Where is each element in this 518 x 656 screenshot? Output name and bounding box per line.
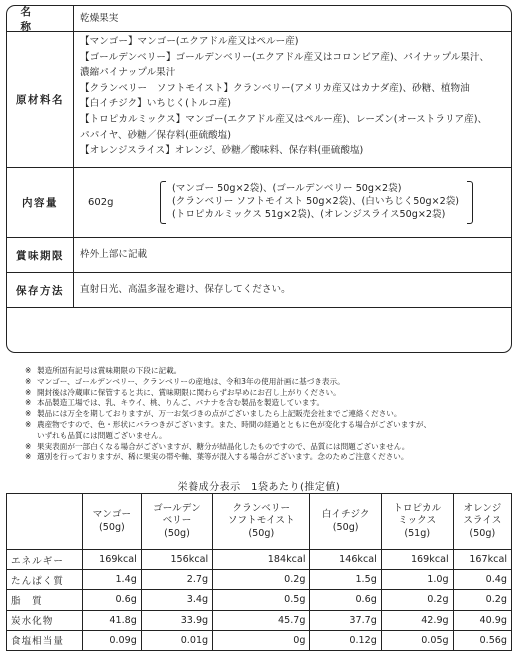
nutrition-cell: 146kcal (310, 550, 381, 570)
note-text: 果実表面が一部白くなる場合がございますが、糖分が結晶化したものですので、品質には問題ございません。 (37, 441, 410, 451)
ingredients-line: 【白イチジク】いちじく(トルコ産) (80, 98, 232, 110)
nutrition-column-header: 白イチジク (50g) (310, 494, 381, 550)
nutrition-cell: 0g (213, 630, 310, 650)
note-text: 農産物ですので、色・形状にバラつきがございます。また、時間の経過とともに色が変化する場合がございますが、 いずれも品質には問題ございません。 (37, 419, 432, 440)
nutrition-row-label: 脂 質 (7, 590, 83, 610)
note-item (25, 442, 505, 453)
nutrition-row-label: 炭水化物 (7, 610, 83, 630)
note-item (25, 409, 505, 420)
nutrition-cell: 0.6g (310, 590, 381, 610)
note-mark: ※ (25, 376, 32, 386)
note-text: マンゴー、ゴールデンベリー、クランベリーの産地は、令和3年の使用計画に基づき表示。 (37, 376, 345, 386)
name-row (7, 6, 511, 31)
quantity-breakdown (158, 183, 475, 221)
product-info-table (6, 5, 512, 353)
nutrition-row-carbohydrate (7, 610, 512, 630)
ingredients-line: 【オレンジスライス】オレンジ、砂糖／酸味料、保存料(亜硫酸塩) (80, 145, 364, 157)
nutrition-cell: 0.2g (213, 570, 310, 590)
ingredients-label: 原材料名 (7, 32, 74, 167)
note-text: 製品には万全を期しておりますが、万一お気づきの点がございましたら上記販売会社までご連絡ください。 (37, 409, 402, 419)
nutrition-row-protein (7, 570, 512, 590)
note-text: 開封後は冷蔵庫に保管すると共に、賞味期限に関わらずお早めにお召し上がりください。 (37, 387, 341, 397)
nutrition-cell: 0.01g (141, 630, 212, 650)
note-item (25, 398, 505, 409)
note-text: 製造所固有記号は賞味期限の下段に記載。 (37, 366, 182, 375)
nutrition-cell: 45.7g (213, 610, 310, 630)
nutrition-cell: 33.9g (141, 610, 212, 630)
best-before-row (7, 237, 511, 272)
best-before-label: 賞味期限 (7, 238, 74, 272)
note-text: 本品製造工場では、乳、キウイ、桃、りんご、バナナを含む製品を製造しています。 (37, 398, 325, 408)
quantity-label: 内容量 (7, 168, 74, 237)
ingredients-line: 【クランベリー ソフトモイスト】クランベリー(アメリカ産又はカナダ産)、砂糖、植物油 (80, 82, 470, 94)
note-text: 選別を行っておりますが、稀に果実の帯や軸、葉等が混入する場合がございます。念のためご注意ください。 (37, 452, 409, 462)
nutrition-column-header: クランベリー ソフトモイスト (50g) (213, 494, 310, 550)
quantity-line: (マンゴー 50g×2袋)、(ゴールデンベリー 50g×2袋) (172, 183, 402, 195)
note-mark: ※ (25, 452, 32, 462)
quantity-line: (クランベリー ソフトモイスト 50g×2袋)、(白いちじく50g×2袋) (172, 196, 460, 208)
note-item (25, 420, 505, 442)
nutrition-cell: 3.4g (141, 590, 212, 610)
nutrition-cell: 2.7g (141, 570, 212, 590)
blank-row (7, 307, 511, 352)
blank-row-cell (7, 308, 74, 352)
nutrition-cell: 0.56g (453, 630, 511, 650)
nutrition-cell: 0.2g (381, 590, 453, 610)
storage-label: 保存方法 (7, 273, 74, 307)
nutrition-column-header: ゴールデン ベリー (50g) (141, 494, 212, 550)
ingredients-line: 【マンゴー】マンゴー(エクアドル産又はペルー産) (80, 36, 299, 47)
nutrition-row-label: エネルギー (7, 550, 83, 570)
quantity-total: 602g (88, 196, 114, 208)
nutrition-cell: 0.09g (83, 630, 142, 650)
nutrition-row-label: 食塩相当量 (7, 630, 83, 650)
nutrition-column-header: トロピカル ミックス (51g) (381, 494, 453, 550)
note-mark: ※ (25, 366, 32, 375)
nutrition-cell: 184kcal (213, 550, 310, 570)
nutrition-cell: 0.2g (453, 590, 511, 610)
nutrition-row-label: たんぱく質 (7, 570, 83, 590)
ingredients-line: パパイヤ、砂糖／保存料(亜硫酸塩) (80, 129, 232, 141)
nutrition-row-energy (7, 550, 512, 570)
nutrition-cell: 0.05g (381, 630, 453, 650)
note-mark: ※ (25, 387, 32, 397)
note-mark: ※ (25, 398, 32, 408)
nutrition-cell: 0.4g (453, 570, 511, 590)
nutrition-cell: 1.4g (83, 570, 142, 590)
nutrition-column-header: マンゴー (50g) (83, 494, 142, 550)
nutrition-header-row (7, 494, 512, 550)
best-before-value: 枠外上部に記載 (80, 249, 148, 261)
nutrition-cell: 169kcal (83, 550, 142, 570)
quantity-value (74, 168, 511, 237)
note-mark: ※ (25, 441, 32, 451)
note-item (25, 366, 505, 377)
nutrition-table (6, 493, 512, 651)
note-item (25, 388, 505, 399)
nutrition-row-salt (7, 630, 512, 650)
nutrition-cell: 40.9g (453, 610, 511, 630)
nutrition-cell: 169kcal (381, 550, 453, 570)
storage-value: 直射日光、高温多湿を避け、保存してください。 (80, 284, 291, 296)
note-item (25, 452, 505, 463)
nutrition-row-fat (7, 590, 512, 610)
nutrition-cell: 42.9g (381, 610, 453, 630)
note-mark: ※ (25, 409, 32, 419)
storage-row (7, 272, 511, 307)
nutrition-cell: 41.8g (83, 610, 142, 630)
ingredients-row (7, 31, 511, 167)
nutrition-cell: 1.5g (310, 570, 381, 590)
nutrition-column-header: オレンジ スライス (50g) (453, 494, 511, 550)
notes-list (25, 366, 505, 463)
quantity-line: (トロピカルミックス 51g×2袋)、(オレンジスライス50g×2袋) (172, 208, 446, 220)
ingredients-line: 【ゴールデンベリー】ゴールデンベリー(エクアドル産又はコロンビア産)、パイナップル果汁、 (80, 51, 490, 63)
quantity-row (7, 167, 511, 237)
nutrition-cell: 156kcal (141, 550, 212, 570)
nutrition-cell: 0.12g (310, 630, 381, 650)
note-mark: ※ (25, 419, 32, 429)
nutrition-cell: 1.0g (381, 570, 453, 590)
name-label: 名 称 (7, 6, 74, 31)
ingredients-line: 【トロピカルミックス】マンゴー(エクアドル産又はペルー産)、レーズン(オーストラリア産)、 (80, 113, 488, 125)
nutrition-cell: 0.6g (83, 590, 142, 610)
ingredients-line: 濃縮パイナップル果汁 (80, 67, 176, 79)
note-item (25, 377, 505, 388)
nutrition-cell: 37.7g (310, 610, 381, 630)
nutrition-cell: 0.5g (213, 590, 310, 610)
nutrition-title: 栄養成分表示 1袋あたり(推定値) (177, 482, 341, 493)
nutrition-corner-cell (7, 494, 83, 550)
blank-row-value (74, 308, 511, 352)
nutrition-cell: 167kcal (453, 550, 511, 570)
name-value: 乾燥果実 (80, 12, 119, 24)
ingredients-value (74, 32, 511, 167)
